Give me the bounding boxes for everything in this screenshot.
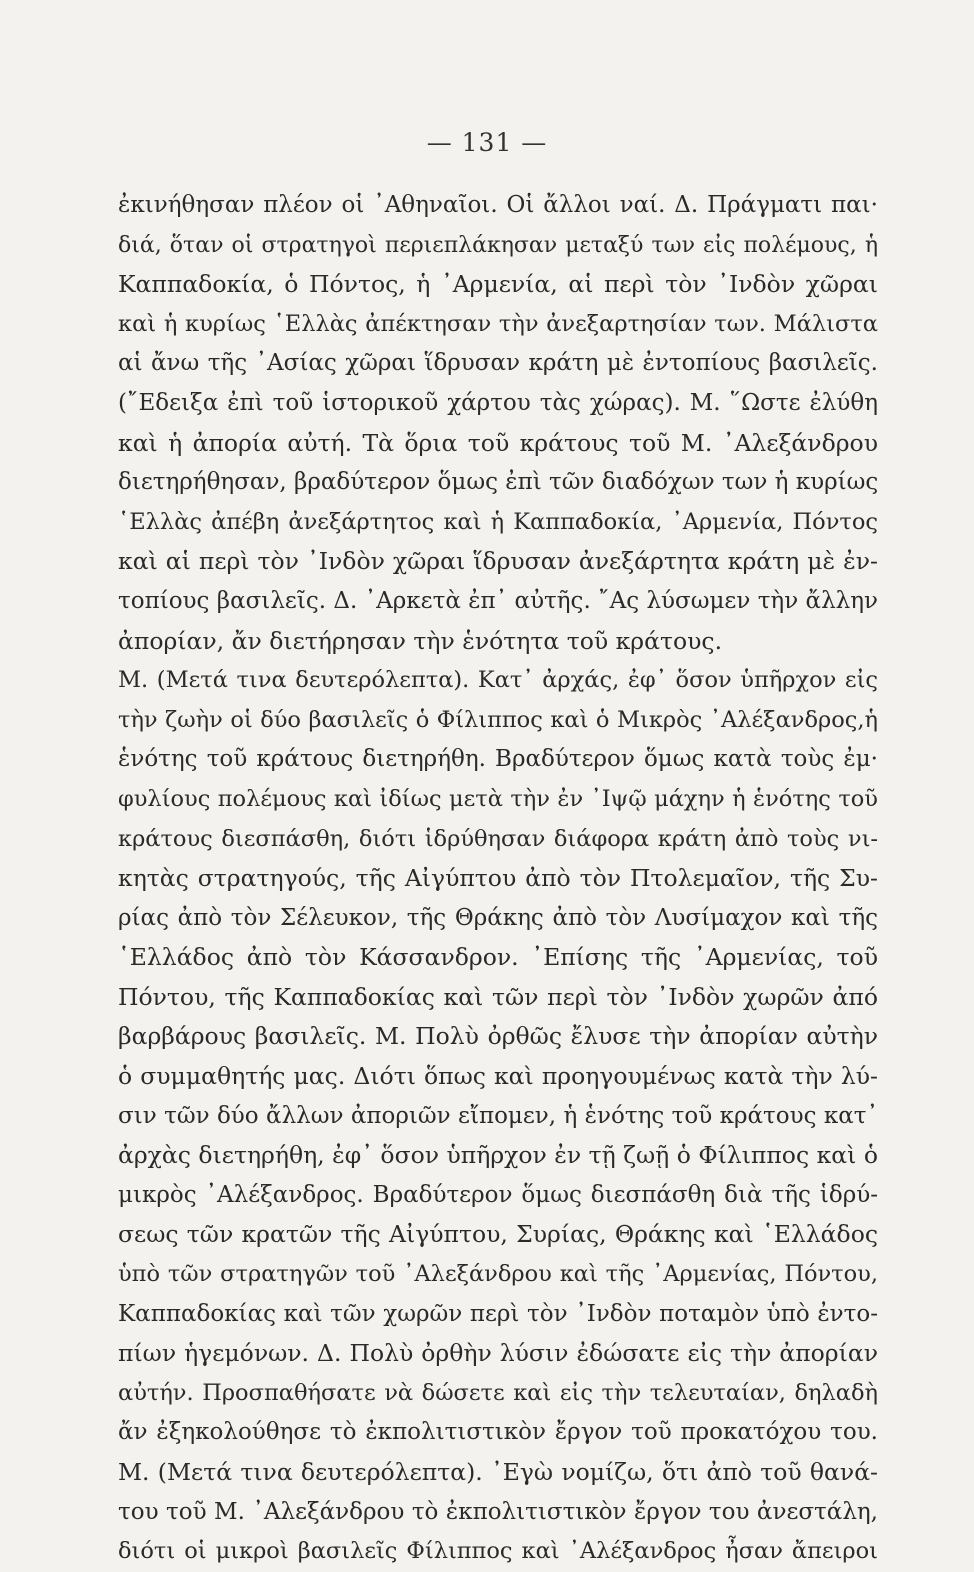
text-line: ἀρχὰς διετηρήθη, ἐφ᾿ ὅσον ὑπῆρχον ἐν τῇ ζωῇ ὁ Φίλιππος καὶ ὁ — [118, 1141, 878, 1170]
text-line: αἱ ἄνω τῆς ᾿Ασίας χῶραι ἵδρυσαν κράτη μὲ ἐντοπίους βασιλεῖς. — [118, 350, 878, 377]
body-text — [118, 186, 878, 1572]
text-line: τὴν ζωὴν οἱ δύο βασιλεῖς ὁ Φίλιππος καὶ ὁ Μικρὸς ᾿Αλέξανδρος,ἡ — [118, 706, 878, 733]
text-line: ἀπορίαν, ἄν διετήρησαν τὴν ἑνότητα τοῦ κράτους. — [118, 626, 723, 655]
text-line: σιν τῶν δύο ἄλλων ἀποριῶν εἴπομεν, ἡ ἑνότης τοῦ κράτους κατ᾿ — [118, 1102, 878, 1129]
text-line: ὁ συμμαθητής μας. Διότι ὅπως καὶ προηγουμένως κατὰ τὴν λύ- — [118, 1062, 878, 1091]
page-number: — 131 — — [426, 128, 548, 157]
text-line: ἐκινήθησαν πλέον οἱ ᾿Αθηναῖοι. Οἱ ἄλλοι ναί. Δ. Πράγματι παι· — [118, 192, 878, 218]
text-line: Καππαδοκίας καὶ τῶν χωρῶν περὶ τὸν ᾿Ινδὸν ποταμὸν ὑπὸ ἐντο- — [118, 1300, 878, 1327]
text-line: τοπίους βασιλεῖς. Δ. ᾿Αρκετὰ ἐπ᾿ αὐτῆς. ῎Ας λύσωμεν τὴν ἄλλην — [118, 587, 878, 614]
text-line: Πόντου, τῆς Καππαδοκίας καὶ τῶν περὶ τὸν ᾿Ινδὸν χωρῶν ἀπό — [118, 982, 878, 1011]
text-line: κητὰς στρατηγούς, τῆς Αἰγύπτου ἀπὸ τὸν Πτολεμαῖον, τῆς Συ- — [118, 864, 878, 893]
text-line: αὐτήν. Προσπαθήσατε νὰ δώσετε καὶ εἰς τὴν τελευταίαν, δηλαδὴ — [118, 1379, 878, 1406]
text-line: φυλίους πολέμους καὶ ἰδίως μετὰ τὴν ἐν ᾿Ιψῷ μάχην ἡ ἑνότης τοῦ — [118, 785, 878, 812]
text-line: μικρὸς ᾿Αλέξανδρος. Βραδύτερον ὅμως διεσπάσθη διὰ τῆς ἱδρύ- — [118, 1181, 878, 1208]
text-line: διετηρήθησαν, βραδύτερον ὅμως ἐπὶ τῶν διαδόχων των ἡ κυρίως — [118, 469, 879, 496]
text-line: κράτους διεσπάσθη, διότι ἱδρύθησαν διάφορα κράτη ἀπὸ τοὺς νι- — [118, 825, 878, 852]
text-line: ῾Ελλὰς ἀπέβη ἀνεξάρτητος καὶ ἡ Καππαδοκία, ᾿Αρμενία, Πόντος — [118, 508, 878, 535]
text-line: του τοῦ Μ. ᾿Αλεξάνδρου τὸ ἐκπολιτιστικὸν ἔργον του ἀνεστάλη, — [118, 1498, 878, 1525]
text-line: ῾Ελλάδος ἀπὸ τὸν Κάσσανδρον. ᾿Επίσης τῆς ᾿Αρμενίας, τοῦ — [118, 943, 878, 972]
text-line: καὶ αἱ περὶ τὸν ᾿Ινδὸν χῶραι ἵδρυσαν ἀνεξάρτητα κράτη μὲ ἐν- — [118, 547, 878, 576]
text-line: Μ. (Μετά τινα δευτερόλεπτα). Κατ᾿ ἀρχάς, ἐφ᾿ ὅσον ὑπῆρχον εἰς — [118, 667, 878, 694]
text-line: διότι οἱ μικροὶ βασιλεῖς Φίλιππος καὶ ᾿Αλέξανδρος ἦσαν ἄπειροι — [118, 1538, 878, 1565]
text-line: ἄν ἐξηκολούθησε τὸ ἐκπολιτιστικὸν ἔργον τοῦ προκατόχου του. — [118, 1419, 878, 1446]
text-line: ρίας ἀπὸ τὸν Σέλευκον, τῆς Θράκης ἀπὸ τὸν Λυσίμαχον καὶ τῆς — [118, 904, 878, 931]
text-line: βαρβάρους βασιλεῖς. Μ. Πολὺ ὀρθῶς ἔλυσε τὴν ἀπορίαν αὐτὴν — [118, 1022, 878, 1051]
text-line: (῎Εδειξα ἐπὶ τοῦ ἱστορικοῦ χάρτου τὰς χώρας). Μ. ῞Ωστε ἐλύθη — [118, 389, 878, 416]
text-line: καὶ ἡ κυρίως ῾Ελλὰς ἀπέκτησαν τὴν ἀνεξαρτησίαν των. Μάλιστα — [118, 310, 878, 337]
text-line: Μ. (Μετά τινα δευτερόλεπτα). ᾿Εγὼ νομίζω, ὅτι ἀπὸ τοῦ θανά- — [118, 1458, 878, 1486]
text-line: σεως τῶν κρατῶν τῆς Αἰγύπτου, Συρίας, Θράκης καὶ ῾Ελλάδος — [118, 1220, 878, 1249]
text-line: πίων ἡγεμόνων. Δ. Πολὺ ὀρθὴν λύσιν ἐδώσατε εἰς τὴν ἀπορίαν — [118, 1339, 878, 1368]
text-line: ἑνότης τοῦ κράτους διετηρήθη. Βραδύτερον ὅμως κατὰ τοὺς ἐμ· — [118, 746, 878, 773]
text-line: ὑπὸ τῶν στρατηγῶν τοῦ ᾿Αλεξάνδρου καὶ τῆς ᾿Αρμενίας, Πόντου, — [118, 1261, 878, 1288]
text-line: διά, ὅταν οἱ στρατηγοὶ περιεπλάκησαν μεταξύ των εἰς πολέμους, ἡ — [118, 232, 878, 258]
text-line: καὶ ἡ ἀπορία αὐτή. Τὰ ὅρια τοῦ κράτους τοῦ Μ. ᾿Αλεξάνδρου — [118, 428, 878, 457]
text-line: Καππαδοκία, ὁ Πόντος, ἡ ᾿Αρμενία, αἱ περὶ τὸν ᾿Ινδὸν χῶραι — [118, 270, 878, 299]
